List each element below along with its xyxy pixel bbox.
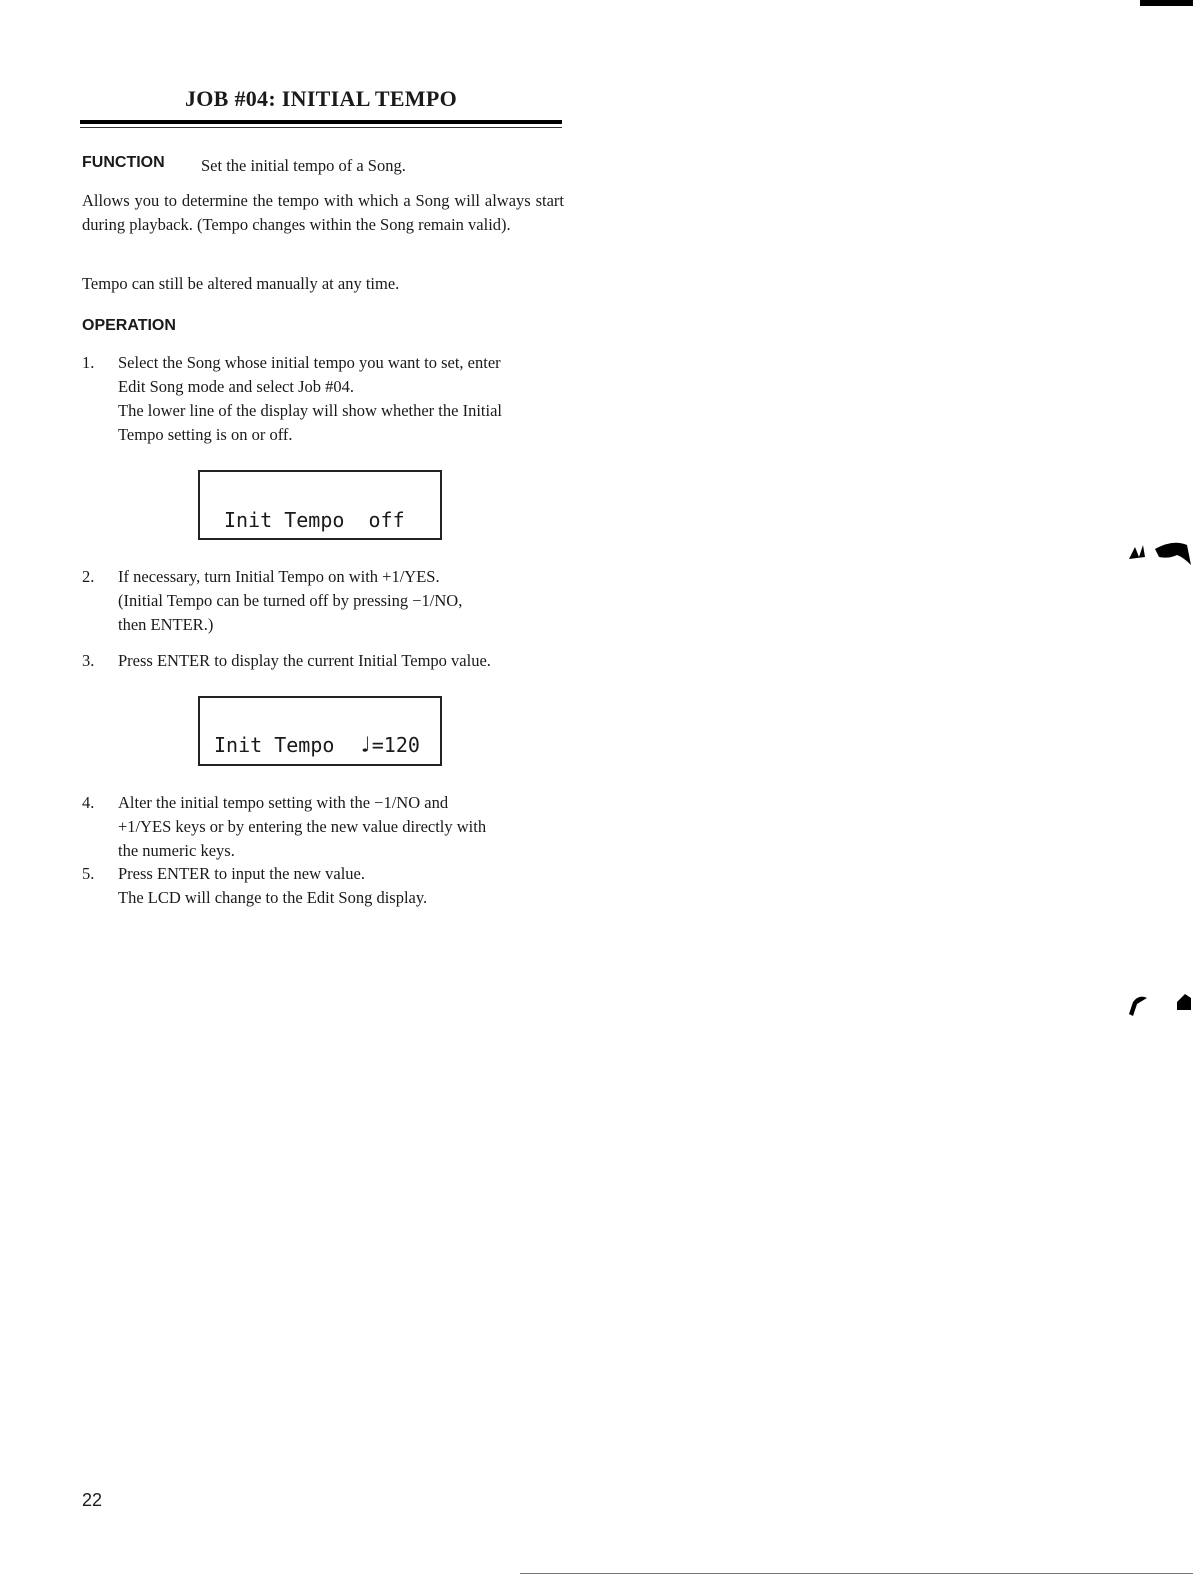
step-2 bbox=[82, 565, 564, 637]
title-rule-thin bbox=[80, 127, 562, 128]
step-line: Press ENTER to input the new value. bbox=[118, 864, 366, 883]
lcd-label: Init Tempo bbox=[214, 733, 359, 757]
step-number: 2. bbox=[82, 567, 95, 586]
page-title: JOB #04: INITIAL TEMPO bbox=[184, 86, 458, 111]
step-number: 1. bbox=[82, 353, 95, 372]
step-4 bbox=[82, 791, 564, 863]
scan-artifact-mark bbox=[1125, 988, 1193, 1022]
step-line: then ENTER.) bbox=[118, 615, 214, 634]
function-label: FUNCTION bbox=[82, 154, 165, 171]
step-line: Press ENTER to display the current Initial Tempo value. bbox=[118, 651, 491, 670]
lcd-display-value bbox=[198, 696, 442, 766]
bottom-rule bbox=[520, 1573, 1193, 1574]
function-text: Set the initial tempo of a Song. bbox=[201, 156, 406, 175]
title-rule bbox=[80, 120, 562, 124]
step-line: Tempo setting is on or off. bbox=[118, 425, 293, 444]
step-number: 5. bbox=[82, 864, 95, 883]
step-3 bbox=[82, 649, 564, 673]
step-number: 4. bbox=[82, 793, 95, 812]
page-number: 22 bbox=[82, 1490, 103, 1510]
step-line: (Initial Tempo can be turned off by pressing −1/NO, bbox=[118, 591, 463, 610]
description-paragraph: Allows you to determine the tempo with which a Song will always start during playback. (Tempo changes within the Song remain valid). bbox=[82, 191, 564, 234]
lcd-tempo-value: =120 bbox=[371, 733, 420, 757]
step-5 bbox=[82, 862, 564, 910]
lcd-line bbox=[214, 733, 420, 758]
step-line: The lower line of the display will show whether the Initial bbox=[118, 401, 502, 420]
step-line: Select the Song whose initial tempo you want to set, enter bbox=[118, 353, 501, 372]
step-number: 3. bbox=[82, 651, 95, 670]
lcd-display-off bbox=[198, 470, 442, 540]
step-line: Edit Song mode and select Job #04. bbox=[118, 377, 355, 396]
step-line: If necessary, turn Initial Tempo on with +1/YES. bbox=[118, 567, 440, 586]
step-line: the numeric keys. bbox=[118, 841, 235, 860]
operation-label: OPERATION bbox=[82, 317, 176, 334]
step-line: The LCD will change to the Edit Song display. bbox=[118, 888, 428, 907]
corner-mark bbox=[1140, 0, 1193, 6]
lcd-text: Init Tempo off bbox=[224, 508, 405, 532]
step-line: Alter the initial tempo setting with the −1/NO and bbox=[118, 793, 449, 812]
step-line: +1/YES keys or by entering the new value directly with bbox=[118, 817, 487, 836]
quarter-note-icon: ♩ bbox=[358, 733, 372, 758]
step-1 bbox=[82, 351, 564, 447]
description-paragraph: Tempo can still be altered manually at any time. bbox=[82, 274, 400, 293]
scan-artifact-mark bbox=[1125, 535, 1193, 575]
